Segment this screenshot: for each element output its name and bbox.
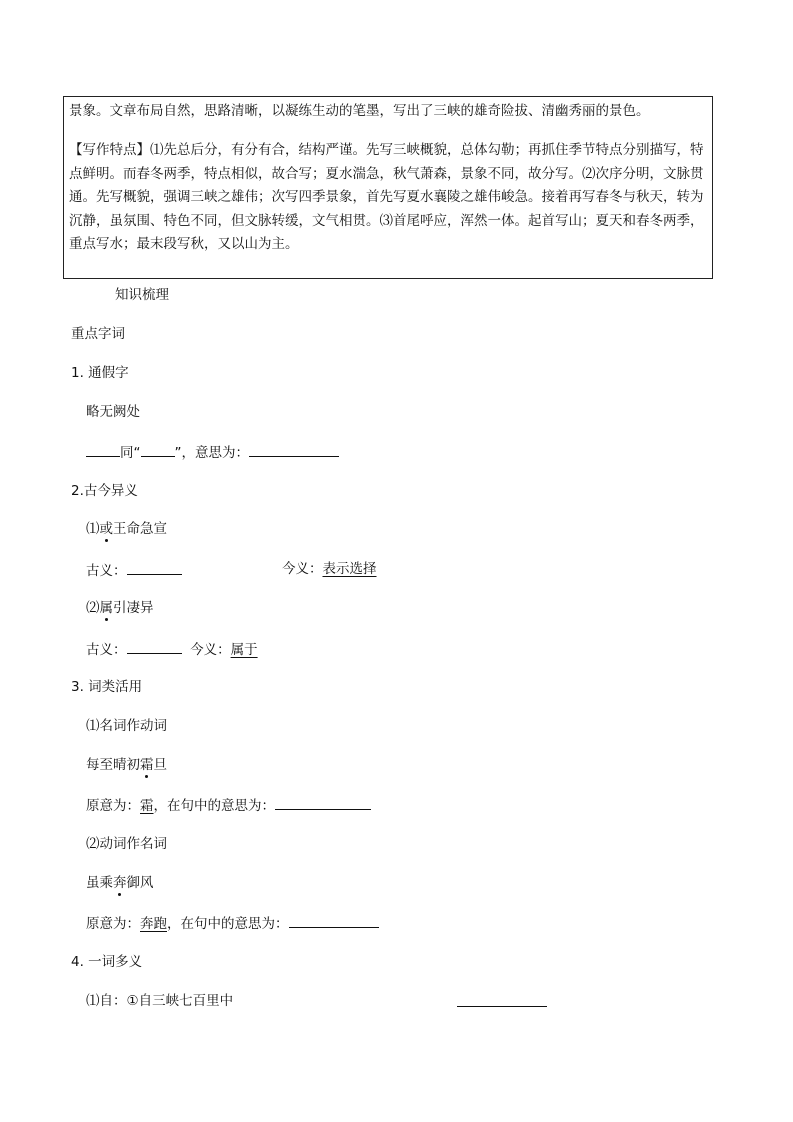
section-title: 知识梳理 xyxy=(115,287,169,303)
writing-features-paragraph: 【写作特点】⑴先总后分，有分有合，结构严谨。先写三峡概貌，总体勾勒；再抓住季节特点分别描写，特点鲜明。而春冬两季，特点相似，故合写；夏水湍急，秋气萧森，景象不同，故分写。⑵次序分明，文脉贯通。先写概貌，强调三峡之雄伟；次写四季景象，首先写夏水襄陵之雄伟峻急。接着再写春冬与秋天，转为沉静，虽氛围、特色不同，但文脉转缓，文气相贯。⑶首尾呼应，浑然一体。起首写山；夏天和春冬两季，重点写水；最末段写秋，又以山为主。 xyxy=(69,142,704,252)
emphasis-char: 奔 xyxy=(113,875,127,891)
s1-heading: 1. 通假字 xyxy=(71,365,129,381)
s1-fill-line: 同“ ”，意思为： xyxy=(86,442,339,462)
s4-heading: 4. 一词多义 xyxy=(71,954,143,970)
s2-item1: ⑴或王命急宣 xyxy=(86,521,167,537)
answer-blank[interactable] xyxy=(86,442,120,457)
s2-item2-meanings: 古义： 今义：属于 xyxy=(86,639,258,659)
modern-meaning: 表示选择 xyxy=(322,561,377,577)
key-words-subtitle: 重点字词 xyxy=(71,326,125,342)
s3-sub2: ⑵动词作名词 xyxy=(86,836,167,852)
intro-box xyxy=(63,96,713,279)
original-meaning: 霜 xyxy=(140,798,154,814)
s3-ex1: 每至晴初霜旦 xyxy=(86,757,167,773)
answer-blank[interactable] xyxy=(249,442,339,457)
answer-blank[interactable] xyxy=(127,560,182,575)
s4-item1: ⑴自：①自三峡七百里中 xyxy=(86,993,234,1009)
s2-heading: 2.古今异义 xyxy=(71,483,138,499)
s4-item1-answer xyxy=(457,992,547,1012)
answer-blank[interactable] xyxy=(457,992,547,1007)
answer-blank[interactable] xyxy=(141,442,175,457)
emphasis-char: 霜 xyxy=(140,757,154,773)
s2-item2: ⑵属引凄异 xyxy=(86,600,154,616)
modern-meaning: 属于 xyxy=(230,642,258,658)
s3-ex2-meaning: 原意为：奔跑，在句中的意思为： xyxy=(86,913,379,933)
answer-blank[interactable] xyxy=(127,639,182,654)
answer-blank[interactable] xyxy=(275,795,371,810)
s3-ex2: 虽乘奔御风 xyxy=(86,875,154,891)
s3-heading: 3. 词类活用 xyxy=(71,679,143,695)
answer-blank[interactable] xyxy=(289,913,379,928)
s3-ex1-meaning: 原意为：霜，在句中的意思为： xyxy=(86,795,371,815)
original-meaning: 奔跑 xyxy=(140,916,167,932)
intro-paragraph-1: 景象。文章布局自然，思路清晰，以凝练生动的笔墨，写出了三峡的雄奇险拔、清幽秀丽的景色。 xyxy=(69,103,650,119)
s2-item1-meanings: 古义： xyxy=(86,560,182,580)
emphasis-char: 或 xyxy=(99,521,113,537)
s2-item1-modern: 今义：表示选择 xyxy=(282,561,377,577)
emphasis-char: 属 xyxy=(99,600,113,616)
s3-sub1: ⑴名词作动词 xyxy=(86,718,167,734)
s1-example: 略无阙处 xyxy=(86,404,140,420)
